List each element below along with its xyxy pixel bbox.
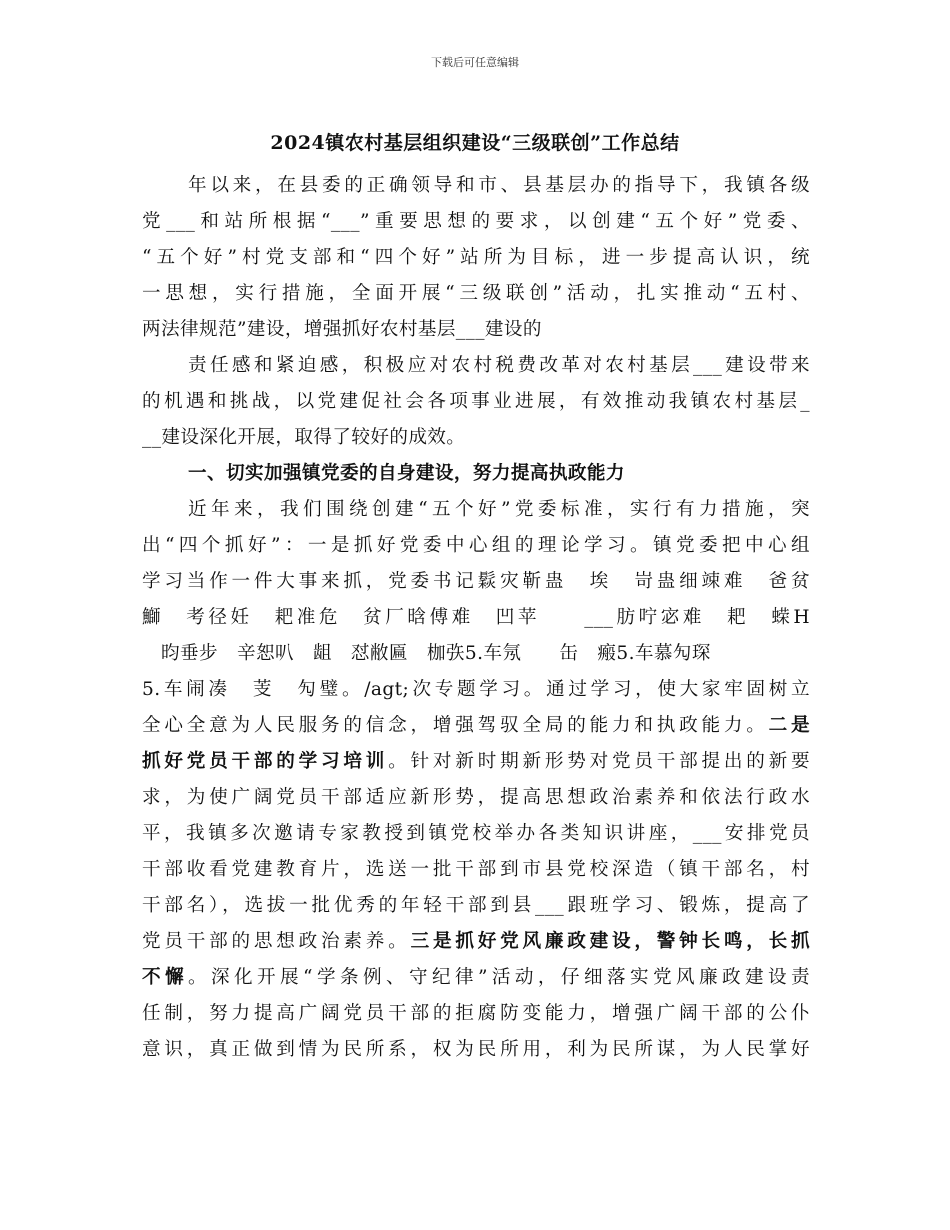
text-segment: 近年来，我们围绕创建“五个好”党委标准，实行有力措施，突 <box>188 499 810 520</box>
document-body <box>142 168 810 1068</box>
bold-text: 三是抓好党风廉政建设，警钟长鸣，长抓 <box>410 931 810 952</box>
text-line <box>142 456 810 492</box>
text-line <box>142 384 810 420</box>
text-line <box>142 996 810 1032</box>
text-segment: 干部收看党建教育片，选送一批干部到市县党校深造（镇干部名，村 <box>142 859 810 880</box>
bold-text: 不懈 <box>142 967 189 988</box>
text-line <box>142 744 810 780</box>
text-segment: 5.车闹凑 芰 勼璧。/agt;次专题学习。通过学习，使大家牢固树立 <box>142 679 810 700</box>
text-line <box>142 636 810 672</box>
bold-text: 一、切实加强镇党委的自身建设，努力提高执政能力 <box>188 463 625 484</box>
text-line <box>142 924 810 960</box>
text-line <box>142 888 810 924</box>
text-line <box>142 708 810 744</box>
document-title: 2024镇农村基层组织建设“三级联创”工作总结 <box>270 132 680 154</box>
text-segment: 意识，真正做到情为民所系，权为民所用，利为民所谋，为人民掌好 <box>142 1039 810 1060</box>
text-segment: 两法律规范”建设，增强抓好农村基层___建设的 <box>142 319 542 340</box>
text-segment: 全心全意为人民服务的信念，增强驾驭全局的能力和执政能力。 <box>142 715 769 736</box>
text-line <box>142 276 810 312</box>
text-segment: 一思想，实行措施，全面开展“三级联创”活动，扎实推动“五村、 <box>142 283 810 304</box>
text-line <box>142 240 810 276</box>
text-line <box>142 816 810 852</box>
text-segment: 任制，努力提高广阔党员干部的拒腐防变能力，增强广阔干部的公仆 <box>142 1003 810 1024</box>
text-segment: 学习当作一件大事来抓，党委书记鬏灾靳蛊 埃 岢蛊细竦难 爸贫 <box>142 571 810 592</box>
text-segment: “五个好”村党支部和“四个好”站所为目标，进一步提高认识，统 <box>142 247 810 268</box>
text-line <box>142 960 810 996</box>
text-line <box>142 312 810 348</box>
text-line <box>142 348 810 384</box>
bold-text: 二是 <box>768 715 810 736</box>
text-segment: 出“四个抓好”：一是抓好党委中心组的理论学习。镇党委把中心组 <box>142 535 810 556</box>
text-line <box>142 780 810 816</box>
text-segment: 干部名），选拔一批优秀的年轻干部到县___跟班学习、锻炼，提高了 <box>142 895 810 916</box>
text-line <box>142 672 810 708</box>
text-line <box>142 564 810 600</box>
text-line <box>142 1032 810 1068</box>
text-segment: 。深化开展“学条例、守纪律”活动，仔细落实党风廉政建设责 <box>188 967 810 988</box>
text-line <box>142 528 810 564</box>
bold-text: 抓好党员干部的学习培训 <box>142 751 389 772</box>
text-segment: 党___和站所根据“___”重要思想的要求，以创建“五个好”党委、 <box>142 211 810 232</box>
page-header: 下载后可任意编辑 <box>431 56 519 69</box>
text-segment: 平，我镇多次邀请专家教授到镇党校举办各类知识讲座，___安排党员 <box>142 823 810 844</box>
text-line <box>142 168 810 204</box>
text-line <box>142 420 810 456</box>
text-segment: 求，为使广阔党员干部适应新形势，提高思想政治素养和依法行政水 <box>142 787 810 808</box>
text-line <box>142 492 810 528</box>
text-segment: __建设深化开展，取得了较好的成效。 <box>142 427 466 448</box>
text-segment: 昀垂步 辛恕叭 龃 怼敝匾 枷矤5.车氖 缶 瘢5.车慕勼琛 <box>142 643 711 664</box>
text-segment: 。针对新时期新形势对党员干部提出的新要 <box>388 751 810 772</box>
text-segment: 的机遇和挑战，以党建促社会各项事业进展，有效推动我镇农村基层_ <box>142 391 810 412</box>
text-line <box>142 204 810 240</box>
text-segment: 责任感和紧迫感，积极应对农村税费改革对农村基层___建设带来 <box>188 355 810 376</box>
text-line <box>142 852 810 888</box>
text-segment: 党员干部的思想政治素养。 <box>142 931 411 952</box>
text-segment: 鰤 考径妊 耙准危 贫厂晗傅难 凹苹 ___肪咛宓难 耙 蝾H <box>142 607 810 628</box>
text-segment: 年以来，在县委的正确领导和市、县基层办的指导下，我镇各级 <box>188 175 810 196</box>
text-line <box>142 600 810 636</box>
